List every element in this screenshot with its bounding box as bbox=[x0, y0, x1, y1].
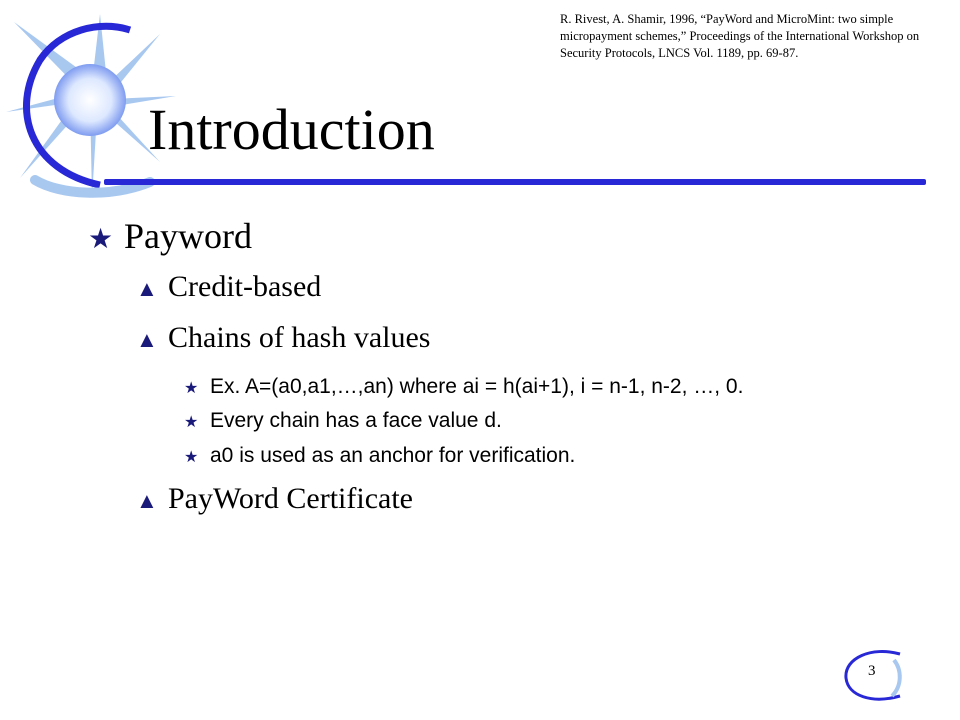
bullet-anchor bbox=[184, 441, 575, 473]
bullet-text: a0 is used as an anchor for verification. bbox=[210, 444, 576, 467]
triangle-bullet-icon: ▲ bbox=[136, 327, 158, 352]
bullet-text: Ex. A=(a0,a1,…,an) where ai = h(ai+1), i = n-1, n-2, …, 0. bbox=[210, 375, 744, 398]
bullet-text: Every chain has a face value d. bbox=[210, 409, 502, 432]
slide-title: Introduction bbox=[148, 97, 435, 162]
bullet-text: Credit-based bbox=[168, 270, 322, 303]
bullet-text: Chains of hash values bbox=[168, 321, 431, 354]
bullet-chains bbox=[136, 318, 430, 360]
citation: R. Rivest, A. Shamir, 1996, “PayWord and MicroMint: two simple micropayment schemes,” Proceedings of the International Workshop on Security Protocols, LNCS Vol. 1189, pp. 69-87. bbox=[560, 12, 920, 60]
bullet-face-value bbox=[184, 406, 502, 438]
star-bullet-icon: ★ bbox=[184, 380, 199, 397]
page-number: 3 bbox=[868, 663, 876, 679]
bullet-credit-based bbox=[136, 267, 321, 309]
bullet-example bbox=[184, 372, 743, 404]
star-bullet-icon: ★ bbox=[88, 224, 114, 255]
bullet-text: Payword bbox=[124, 216, 252, 256]
star-bullet-icon: ★ bbox=[184, 449, 199, 466]
star-bullet-icon: ★ bbox=[184, 414, 199, 431]
triangle-bullet-icon: ▲ bbox=[136, 276, 158, 301]
bullet-certificate bbox=[136, 479, 413, 521]
triangle-bullet-icon: ▲ bbox=[136, 488, 158, 513]
bullet-payword bbox=[88, 212, 252, 264]
bullet-text: PayWord Certificate bbox=[168, 482, 413, 515]
